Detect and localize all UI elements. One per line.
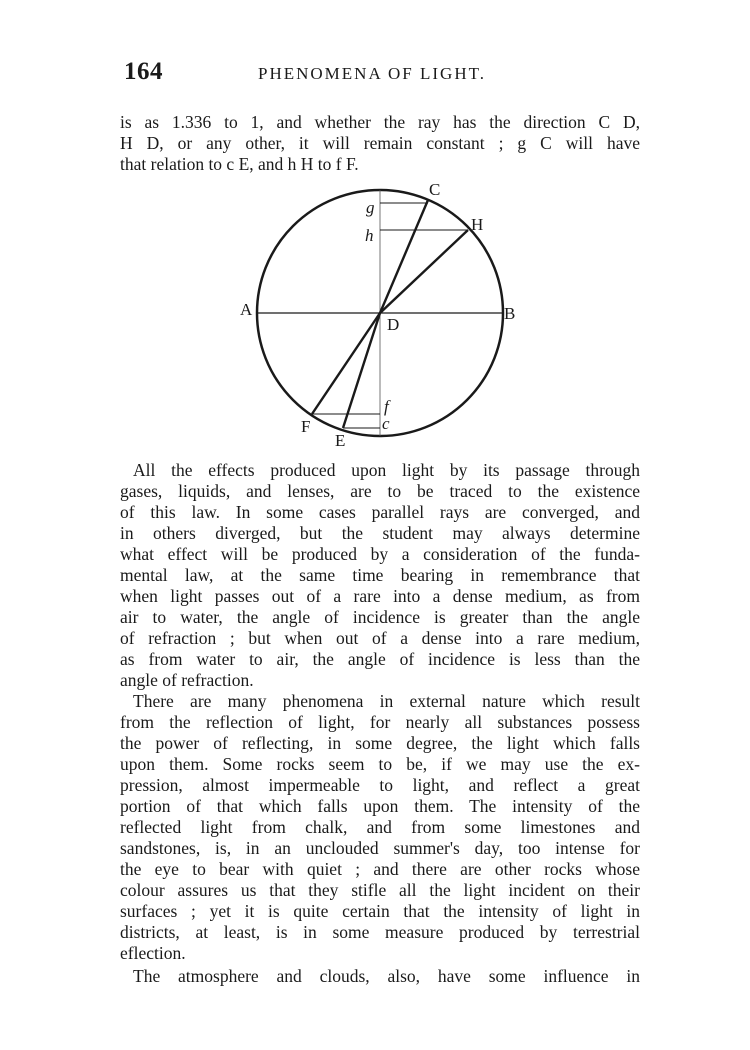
label-h: H bbox=[471, 215, 484, 234]
text-line: the eye to bear with quiet ; and there are other rocks whose bbox=[120, 859, 640, 879]
text-line: upon them. Some rocks seem to be, if we may use the ex- bbox=[120, 754, 640, 774]
label-f: F bbox=[301, 417, 311, 436]
text-line: when light passes out of a rare into a dense medium, as from bbox=[120, 586, 640, 606]
text-line: There are many phenomena in external nature which result bbox=[133, 691, 640, 711]
text-line: gases, liquids, and lenses, are to be traced to the existence bbox=[120, 481, 640, 501]
text-line: that relation to c E, and h H to f F. bbox=[120, 154, 359, 174]
label-f-small: f bbox=[384, 397, 389, 416]
refraction-diagram bbox=[225, 178, 525, 453]
text-line: All the effects produced upon light by its passage through bbox=[133, 460, 640, 480]
label-c-small: c bbox=[382, 414, 390, 433]
label-b: B bbox=[504, 304, 516, 323]
text-line: districts, at least, is in some measure produced by terrestrial bbox=[120, 922, 640, 942]
text-line: sandstones, is, in an unclouded summer's day, too intense for bbox=[120, 838, 640, 858]
text-line: the power of reflecting, in some degree, the light which falls bbox=[120, 733, 640, 753]
text-line: H D, or any other, it will remain constant ; g C will have bbox=[120, 133, 640, 153]
text-line: angle of refraction. bbox=[120, 670, 254, 690]
label-g-small: g bbox=[366, 198, 375, 217]
label-h-small: h bbox=[365, 226, 374, 245]
text-line: eflection. bbox=[120, 943, 186, 963]
text-line: portion of that which falls upon them. The intensity of the bbox=[120, 796, 640, 816]
label-c: C bbox=[429, 180, 441, 199]
label-e: E bbox=[335, 431, 346, 450]
label-d: D bbox=[387, 315, 400, 334]
text-line: mental law, at the same time bearing in remembrance that bbox=[120, 565, 640, 585]
text-line: colour assures us that they stifle all the light incident on their bbox=[120, 880, 640, 900]
ray-hd bbox=[380, 230, 468, 313]
text-line: from the reflection of light, for nearly all substances possess bbox=[120, 712, 640, 732]
text-line: as from water to air, the angle of incidence is less than the bbox=[120, 649, 640, 669]
text-line: of refraction ; but when out of a dense into a rare medium, bbox=[120, 628, 640, 648]
text-line: in others diverged, but the student may always determine bbox=[120, 523, 640, 543]
text-line: reflected light from chalk, and from some limestones and bbox=[120, 817, 640, 837]
text-line: of this law. In some cases parallel rays are converged, and bbox=[120, 502, 640, 522]
label-a: A bbox=[240, 300, 253, 319]
text-line: pression, almost impermeable to light, and reflect a great bbox=[120, 775, 640, 795]
text-line: The atmosphere and clouds, also, have some influence in bbox=[133, 966, 640, 986]
text-line: is as 1.336 to 1, and whether the ray has the direction C D, bbox=[120, 112, 640, 132]
running-head: PHENOMENA OF LIGHT. bbox=[258, 64, 486, 83]
ray-df bbox=[312, 313, 380, 414]
ray-de bbox=[343, 313, 380, 428]
text-line: air to water, the angle of incidence is greater than the angle bbox=[120, 607, 640, 627]
ray-cd bbox=[380, 200, 428, 313]
page-number: 164 bbox=[124, 58, 163, 85]
text-line: surfaces ; yet it is quite certain that the intensity of light in bbox=[120, 901, 640, 921]
text-line: what effect will be produced by a consideration of the funda- bbox=[120, 544, 640, 564]
